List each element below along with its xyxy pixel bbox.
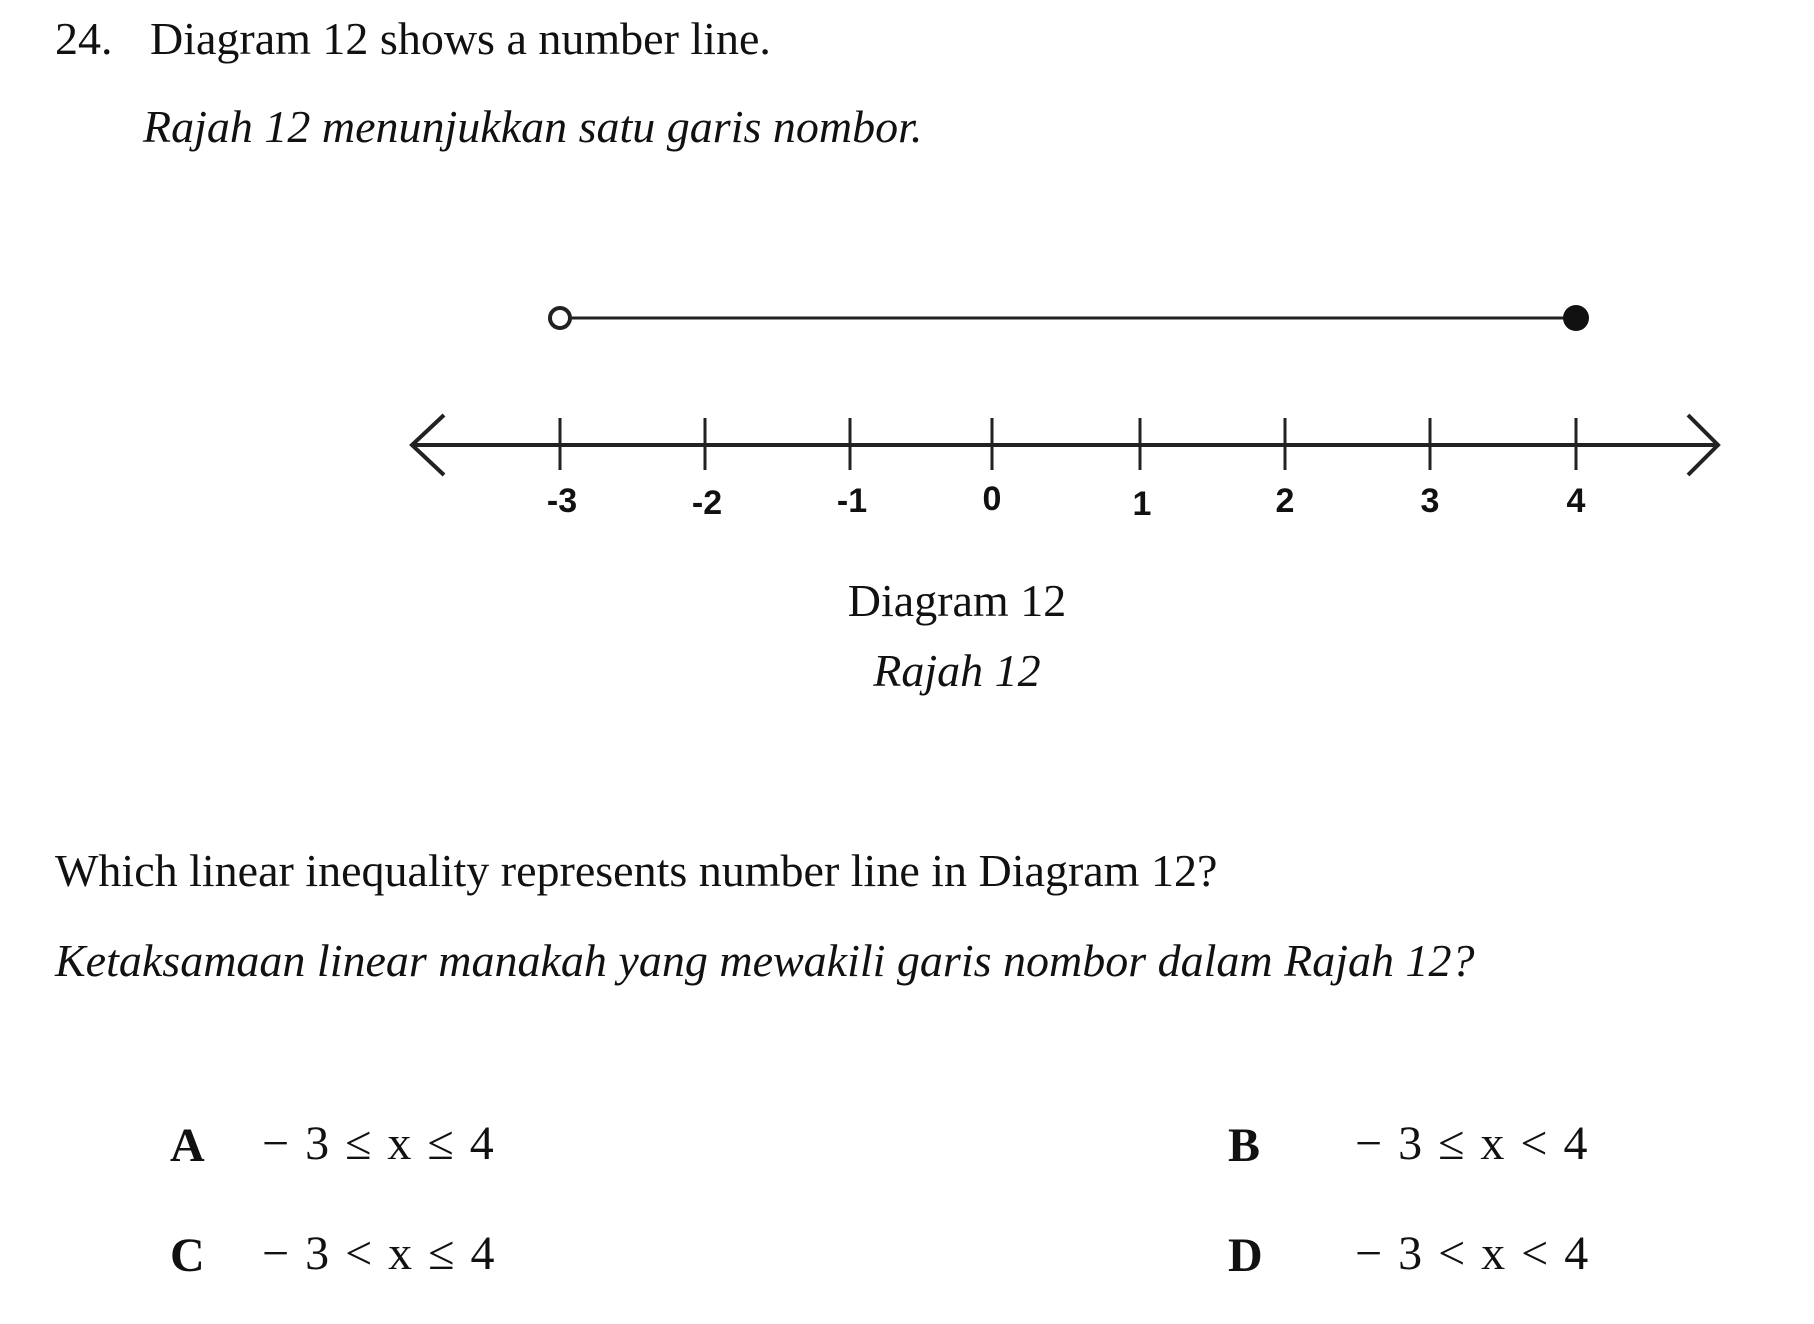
option-letter: B: [1228, 1119, 1261, 1172]
option-text: − 3 < x < 4: [1355, 1227, 1591, 1280]
diagram-caption-ms: Rajah 12: [873, 645, 1041, 696]
question-prompt-ms: Ketaksamaan linear manakah yang mewakili garis nombor dalam Rajah 12?: [55, 935, 1475, 986]
tick-label: 3: [1420, 482, 1440, 520]
tick-label: -3: [546, 482, 578, 520]
question-prompt-en: Which linear inequality represents number line in Diagram 12?: [55, 845, 1218, 896]
tick-label: -1: [836, 482, 868, 520]
closed-dot-endpoint: [1563, 305, 1589, 331]
tick-labels: [547, 480, 1586, 520]
tick-label: 4: [1566, 482, 1586, 520]
question-number: 24.: [55, 13, 113, 64]
diagram-caption-en: Diagram 12: [847, 575, 1067, 626]
option-text: − 3 ≤ x < 4: [1355, 1117, 1590, 1170]
option-text: − 3 ≤ x ≤ 4: [262, 1117, 496, 1170]
tick-label: 2: [1275, 482, 1295, 520]
option-letter: C: [170, 1229, 205, 1282]
number-line-diagram: [0, 280, 1814, 520]
tick-label: -2: [691, 484, 723, 520]
tick-label: 1: [1132, 485, 1152, 520]
question-intro-ms: Rajah 12 menunjukkan satu garis nombor.: [143, 101, 923, 152]
option-text: − 3 < x ≤ 4: [262, 1227, 497, 1280]
open-circle-endpoint: [550, 308, 570, 328]
question-intro-en: Diagram 12 shows a number line.: [150, 13, 771, 64]
option-letter: A: [170, 1119, 205, 1172]
tick-label: 0: [982, 480, 1002, 518]
option-letter: D: [1228, 1229, 1263, 1282]
